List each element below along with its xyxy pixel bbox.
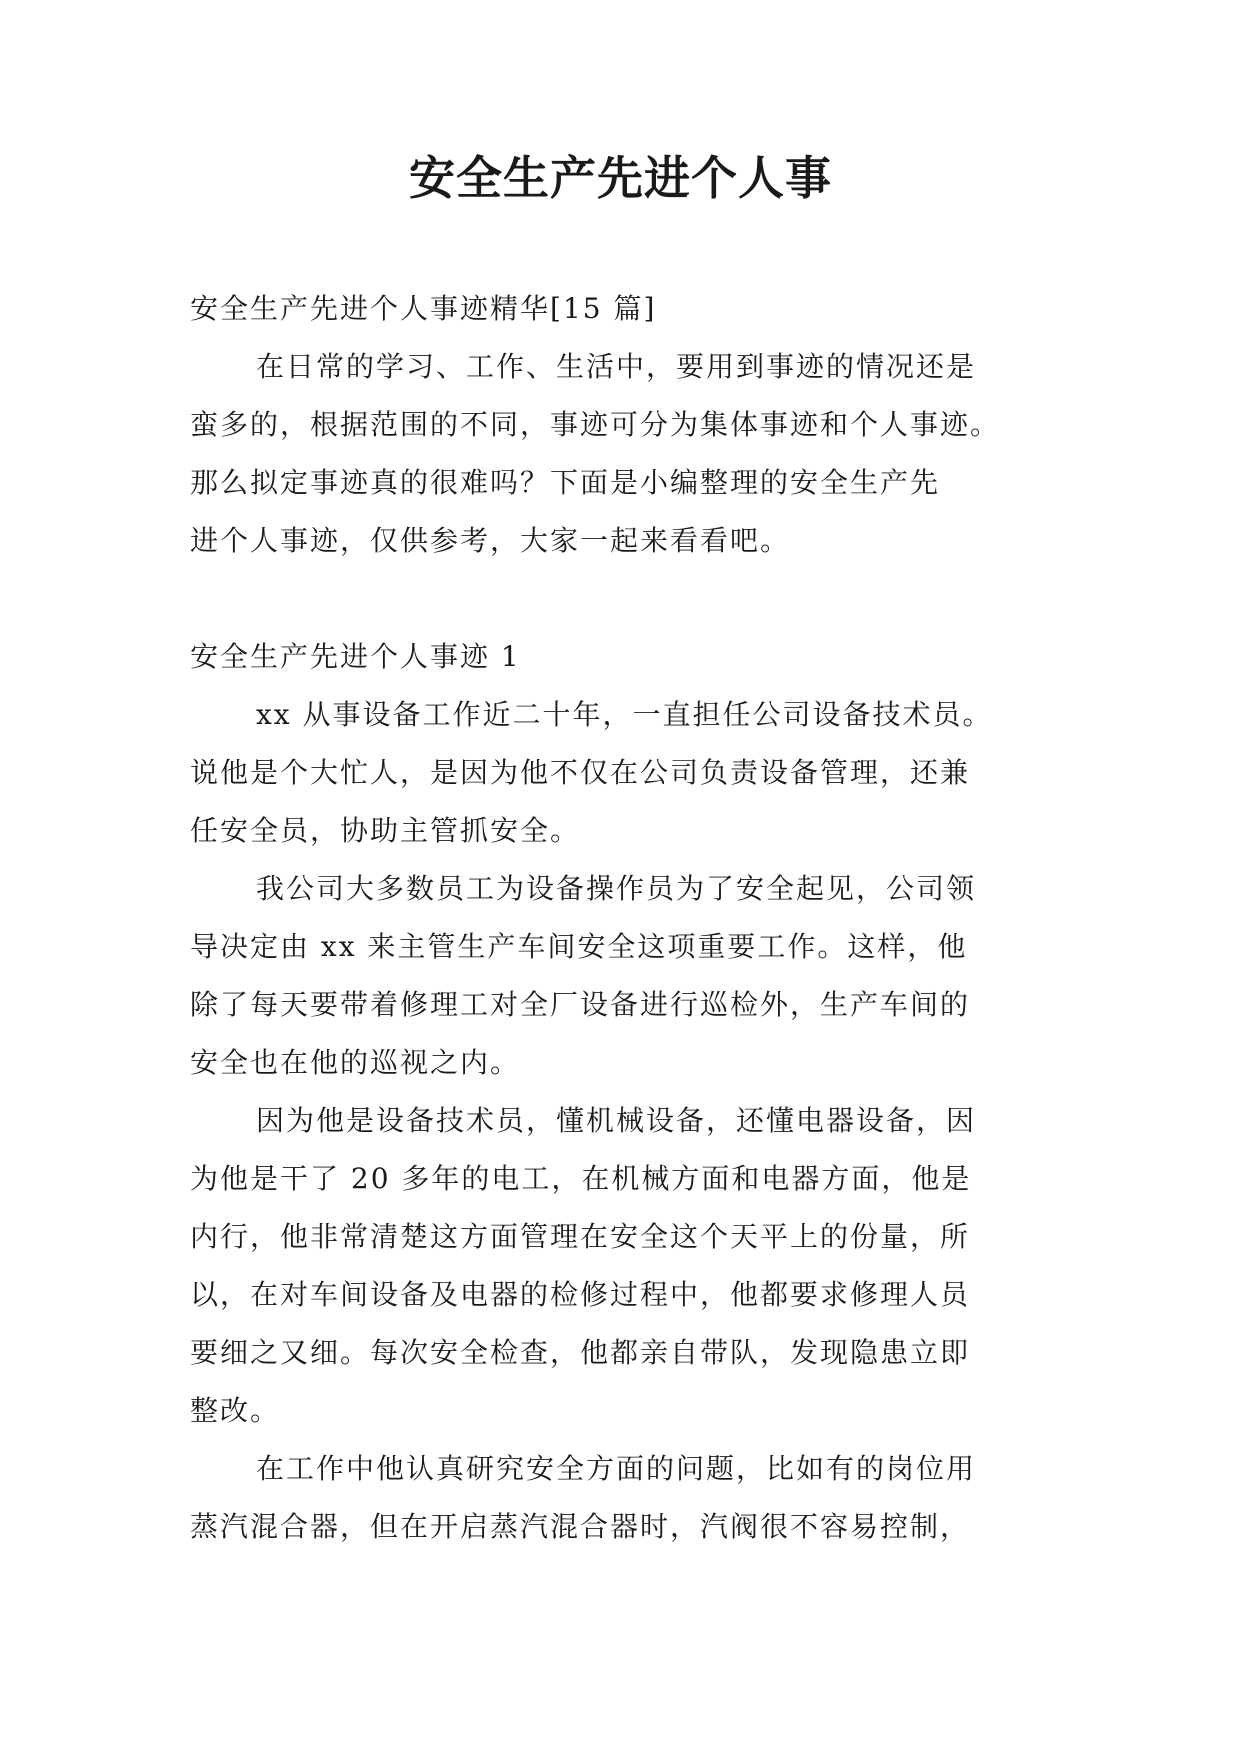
paragraph-line: 整改。 [190, 1394, 281, 1427]
document-body [190, 280, 1050, 1556]
paragraph-line: 安全也在他的巡视之内。 [190, 1046, 521, 1079]
paragraph-line: 因为他是设备技术员，懂机械设备，还懂电器设备，因 [256, 1104, 977, 1137]
paragraph-line: 要细之又细。每次安全检查，他都亲自带队，发现隐患立即 [190, 1336, 971, 1369]
intro-line: 在日常的学习、工作、生活中，要用到事迹的情况还是 [256, 350, 977, 383]
paragraph-line: 蒸汽混合器，但在开启蒸汽混合器时，汽阀很不容易控制， [190, 1510, 971, 1543]
section-heading: 安全生产先进个人事迹 1 [190, 640, 521, 673]
paragraph-line: 任安全员，协助主管抓安全。 [190, 814, 581, 847]
intro-line: 蛮多的，根据范围的不同，事迹可分为集体事迹和个人事迹。 [190, 408, 1001, 441]
section-gap [190, 570, 1050, 628]
paragraph-line: 说他是个大忙人，是因为他不仅在公司负责设备管理，还兼 [190, 756, 971, 789]
intro-line: 那么拟定事迹真的很难吗？下面是小编整理的安全生产先 [190, 466, 941, 499]
document-subtitle: 安全生产先进个人事迹精华[15 篇] [190, 292, 657, 325]
paragraph-line: 以，在对车间设备及电器的检修过程中，他都要求修理人员 [190, 1278, 971, 1311]
paragraph-line: 我公司大多数员工为设备操作员为了安全起见，公司领 [256, 872, 977, 905]
paragraph-line: 除了每天要带着修理工对全厂设备进行巡检外，生产车间的 [190, 988, 971, 1021]
document-title: 安全生产先进个人事 [409, 151, 832, 205]
paragraph-line: 内行，他非常清楚这方面管理在安全这个天平上的份量，所 [190, 1220, 971, 1253]
paragraph-line: 导决定由 xx 来主管生产车间安全这项重要工作。这样，他 [190, 930, 968, 963]
paragraph-line: 为他是干了 20 多年的电工，在机械方面和电器方面，他是 [190, 1162, 972, 1195]
intro-line: 进个人事迹，仅供参考，大家一起来看看吧。 [190, 524, 791, 557]
paragraph-line: 在工作中他认真研究安全方面的问题，比如有的岗位用 [256, 1452, 977, 1485]
paragraph-line: xx 从事设备工作近二十年，一直担任公司设备技术员。 [256, 698, 993, 731]
